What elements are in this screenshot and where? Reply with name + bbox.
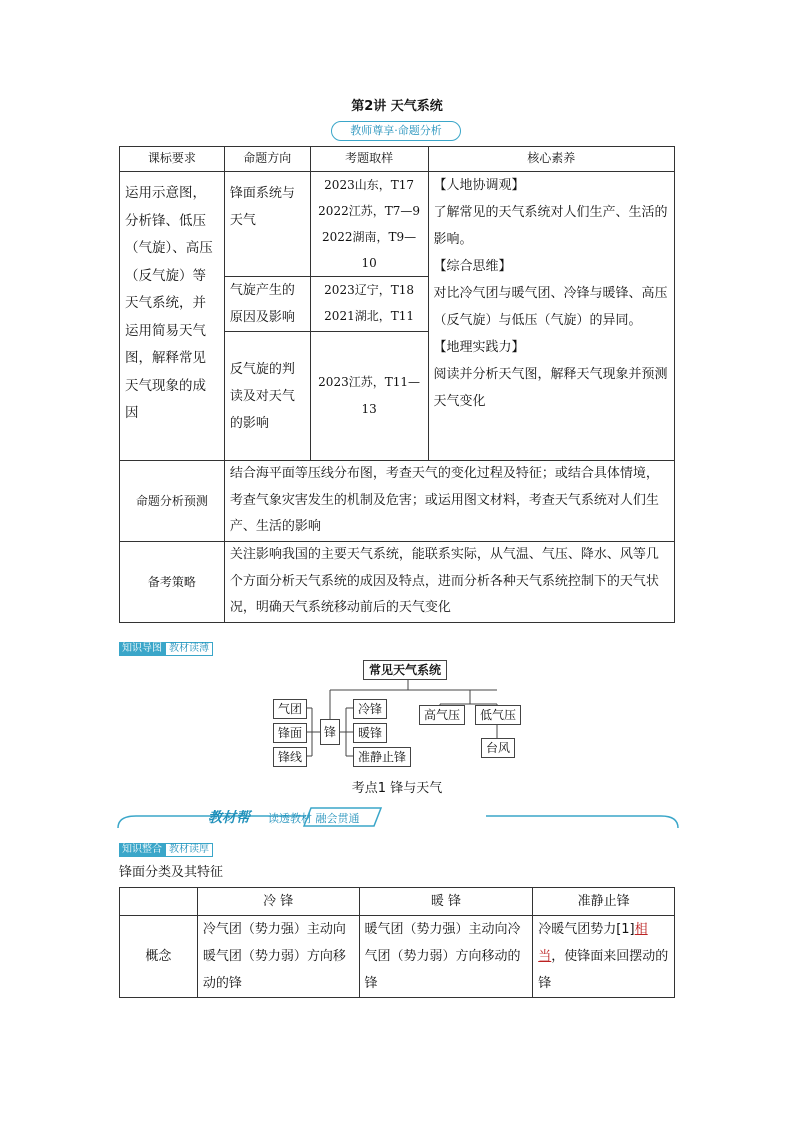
literacy-1-head: 【人地协调观】 xyxy=(433,178,525,193)
literacy-2-head: 【综合思维】 xyxy=(433,259,512,274)
diagram-stationary-front: 准静止锋 xyxy=(353,747,411,767)
sample-1-1: 2023山东，T17 xyxy=(324,178,414,192)
diagram-cold-front: 冷锋 xyxy=(353,699,387,719)
tag-knowledge-integration: 知识整合 xyxy=(119,843,165,857)
t2-cold-concept: 冷气团（势力强）主动向暖气团（势力弱）方向移动的锋 xyxy=(197,916,359,998)
t2-header-blank xyxy=(120,888,198,916)
forecast-text: 结合海平面等压线分布图，考查天气的变化过程及特征；或结合具体情境，考查气象灾害发生的机制及危害；或运用图文材料，考查天气系统对人们生产、生活的影响 xyxy=(224,461,674,542)
header-sample: 考题取样 xyxy=(310,147,428,172)
literacy-3-text: 阅读并分析天气图，解释天气现象并预测天气变化 xyxy=(433,367,668,409)
diagram-low-pressure: 低气压 xyxy=(475,705,521,725)
t2-row-concept: 概念 xyxy=(120,916,198,998)
sample-2-1: 2023辽宁，T18 xyxy=(324,283,414,297)
teacher-badge: 教师尊享·命题分析 xyxy=(331,121,461,141)
section2-title: 锋面分类及其特征 xyxy=(119,865,224,880)
diagram-front-line: 锋线 xyxy=(273,747,307,767)
section2-tags xyxy=(119,837,213,857)
banner-main: 教材帮 xyxy=(208,810,250,826)
t2-stationary-post: ，使锋面来回摆动的锋 xyxy=(538,949,669,991)
front-table xyxy=(119,887,675,998)
tag-knowledge-map: 知识导图 xyxy=(119,642,165,656)
literacy-1-text: 了解常见的天气系统对人们生产、生活的影响。 xyxy=(433,205,668,247)
diagram-high-pressure: 高气压 xyxy=(419,705,465,725)
direction-anticyclone: 反气旋的判读及对天气的影响 xyxy=(224,332,310,461)
tag-textbook-thin: 教材读薄 xyxy=(165,642,213,656)
t2-warm-concept: 暖气团（势力强）主动向冷气团（势力弱）方向移动的锋 xyxy=(359,916,533,998)
t2-stationary-pre: 冷暖气团势力[1] xyxy=(538,922,635,937)
analysis-table xyxy=(119,146,675,623)
curriculum-req: 运用示意图，分析锋、低压（气旋）、高压（反气旋）等天气系统，并运用简易天气图，解释常见天气现象的成因 xyxy=(120,172,225,461)
diagram-airmass: 气团 xyxy=(273,699,307,719)
t2-stationary-concept xyxy=(533,916,675,998)
sample-2-2: 2021湖北，T11 xyxy=(324,309,414,323)
sample-1-3: 2022湖南，T9—10 xyxy=(322,230,417,270)
header-curriculum: 课标要求 xyxy=(120,147,225,172)
literacy-3-head: 【地理实践力】 xyxy=(433,340,525,355)
t2-header-warm: 暖 锋 xyxy=(359,888,533,916)
sample-3-1: 2023江苏，T11—13 xyxy=(310,332,428,461)
direction-front: 锋面系统与天气 xyxy=(224,172,310,277)
banner-sub: 读透教材 融会贯通 xyxy=(268,812,360,825)
header-literacy: 核心素养 xyxy=(428,147,675,172)
kaodian-title: 考点1 锋与天气 xyxy=(351,781,443,796)
tag-textbook-thick: 教材读厚 xyxy=(165,843,213,857)
strategy-label: 备考策略 xyxy=(120,542,225,623)
direction-cyclone: 气旋产生的原因及影响 xyxy=(224,277,310,332)
t2-header-stationary: 准静止锋 xyxy=(533,888,675,916)
diagram-front: 锋 xyxy=(320,719,340,745)
section1-tags xyxy=(119,636,213,656)
forecast-label: 命题分析预测 xyxy=(120,461,225,542)
t2-stationary-answer: 相当 xyxy=(538,922,648,964)
literacy-2-text: 对比冷气团与暖气团、冷锋与暖锋、高压（反气旋）与低压（气旋）的异同。 xyxy=(433,286,668,328)
t2-header-cold: 冷 锋 xyxy=(197,888,359,916)
strategy-text: 关注影响我国的主要天气系统，能联系实际，从气温、气压、降水、风等几个方面分析天气系统的成因及特点，进而分析各种天气系统控制下的天气状况，明确天气系统移动前后的天气变化 xyxy=(224,542,674,623)
header-direction: 命题方向 xyxy=(224,147,310,172)
sample-1-2: 2022江苏，T7—9 xyxy=(318,204,420,218)
diagram-warm-front: 暖锋 xyxy=(353,723,387,743)
diagram-front-surface: 锋面 xyxy=(273,723,307,743)
diagram-root: 常见天气系统 xyxy=(363,660,447,680)
lesson-title: 第2讲 天气系统 xyxy=(351,99,443,114)
diagram-typhoon: 台风 xyxy=(481,738,515,758)
